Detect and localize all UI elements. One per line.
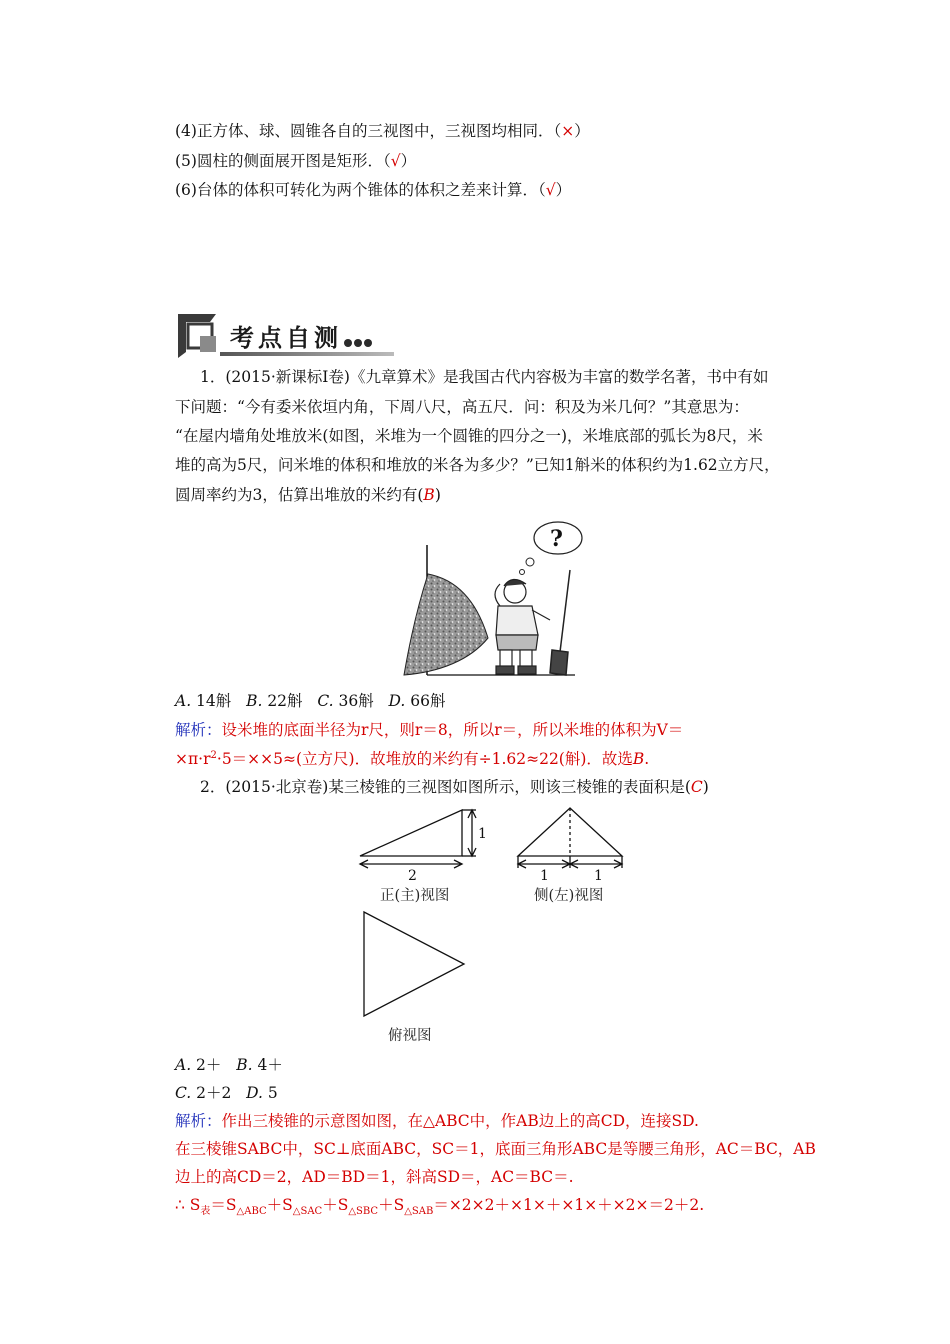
q1-last-line: 圆周率约为3，估算出堆放的米约有( <box>175 486 424 504</box>
q1-options <box>175 690 445 712</box>
final-plus: ＋S <box>378 1196 405 1214</box>
judgement-6 <box>175 179 571 201</box>
rice-pile-illustration <box>400 510 590 680</box>
q2-option-b-letter: B. <box>236 1056 253 1074</box>
q2-analysis-text: 作出三棱锥的示意图如图，在△ABC中，作AB边上的高CD，连接SD. <box>221 1112 699 1130</box>
side-right-label: 1 <box>594 868 603 884</box>
q2-option-d: 5 <box>262 1084 278 1102</box>
q1-line-5 <box>175 484 441 506</box>
q2-stem <box>200 776 709 798</box>
front-width-label: 2 <box>408 868 417 884</box>
judgement-close: ） <box>574 122 590 140</box>
svg-text:?: ? <box>550 526 563 552</box>
q2-analysis-1 <box>175 1110 699 1132</box>
q1-option-c: 36斛 <box>333 692 374 710</box>
side-view-label: 侧(左)视图 <box>534 888 604 904</box>
final-eq: ＝S <box>210 1196 237 1214</box>
final-sub-sbc: △SBC <box>348 1206 379 1218</box>
q1-option-b: 22斛 <box>262 692 303 710</box>
q1-line-4: 堆的高为5尺，问米堆的体积和堆放的米各为多少？”已知1斛米的体积约为1.62立方尺， <box>175 456 780 474</box>
q2-option-c-letter: C. <box>175 1084 192 1102</box>
q2-answer-close: ) <box>702 778 709 796</box>
side-left-label: 1 <box>540 868 549 884</box>
wrong-mark: × <box>561 122 575 140</box>
q2-analysis-3: 边上的高CD＝2，AD＝BD＝1，斜高SD＝，AC＝BC＝. <box>175 1168 574 1186</box>
judgement-close: ） <box>400 152 417 170</box>
top-view-label: 俯视图 <box>388 1028 432 1044</box>
q2-analysis-2: 在三棱锥SABC中，SC⊥底面ABC，SC＝1，底面三角形ABC是等腰三角形，AC＝BC，AB <box>175 1140 816 1158</box>
check-mark: √ <box>545 181 556 199</box>
front-view <box>360 810 476 868</box>
q1-line-3: “在屋内墙角处堆放米(如图，米堆为一个圆锥的四分之一)，米堆底部的弧长为8尺，米 <box>175 427 763 445</box>
q2-analysis-label: 解析： <box>175 1112 222 1130</box>
final-sub-abc: △ABC <box>236 1206 267 1218</box>
judgement-5 <box>175 150 416 172</box>
final-plus: ＋S <box>322 1196 349 1214</box>
q1-option-b-letter: B. <box>246 692 263 710</box>
front-height-label: 1 <box>478 826 487 842</box>
section-header <box>176 312 396 360</box>
q1-analysis-end: . <box>644 750 650 768</box>
thought-bubble-icon <box>520 522 583 575</box>
q1-line-1: 1．(2015·新课标Ⅰ卷)《九章算术》是我国古代内容极为丰富的数学名著，书中有如 <box>200 368 769 386</box>
shovel-icon <box>550 570 570 675</box>
final-plus: ＋S <box>266 1196 293 1214</box>
q2-analysis-final <box>175 1194 704 1216</box>
q1-analysis-text-2b: ·5＝××5≈(立方尺)．故堆放的米约有÷1.62≈22(斛)．故选 <box>216 750 633 768</box>
front-view-label: 正(主)视图 <box>380 888 450 904</box>
q2-option-a-letter: A. <box>175 1056 192 1074</box>
final-s: S <box>184 1196 201 1214</box>
q1-analysis-sup: 2 <box>210 749 217 761</box>
side-view <box>518 808 622 868</box>
q1-analysis-answer: B <box>632 750 645 768</box>
q2-answer: C <box>690 778 703 796</box>
man-figure <box>495 579 550 674</box>
q1-analysis-1 <box>175 719 683 741</box>
judgement-text: (6)台体的体积可转化为两个锥体的体积之差来计算．（ <box>175 181 546 199</box>
section-title: 考点自测 <box>230 324 342 352</box>
q1-option-a: 14斛 <box>191 692 232 710</box>
check-mark: √ <box>390 152 401 170</box>
judgement-4 <box>175 120 590 142</box>
three-view-figure <box>350 806 650 1046</box>
q2-option-b: 4＋ <box>252 1056 283 1074</box>
final-sub-surface: 表 <box>200 1206 211 1218</box>
q1-option-c-letter: C. <box>317 692 334 710</box>
top-view <box>364 912 464 1016</box>
q1-line-2: 下问题：“今有委米依垣内角，下周八尺，高五尺．问：积及为米几何？”其意思为： <box>175 398 749 416</box>
q2-stem-text: 2．(2015·北京卷)某三棱锥的三视图如图所示，则该三棱锥的表面积是( <box>200 778 691 796</box>
q1-answer-close: ) <box>434 486 441 504</box>
judgement-text: (5)圆柱的侧面展开图是矩形．（ <box>175 152 391 170</box>
final-sub-sac: △SAC <box>292 1206 323 1218</box>
q1-option-a-letter: A. <box>175 692 192 710</box>
q1-analysis-text: 设米堆的底面半径为r尺，则r＝8，所以r＝，所以米堆的体积为V＝ <box>221 721 684 739</box>
q2-options-row-2 <box>175 1082 278 1104</box>
q1-analysis-label: 解析： <box>175 721 222 739</box>
q1-analysis-text-2a: ×π·r <box>175 750 211 768</box>
q1-option-d-letter: D. <box>388 692 406 710</box>
q2-option-a: 2＋ <box>191 1056 222 1074</box>
judgement-close: ） <box>555 181 572 199</box>
judgement-text: (4)正方体、球、圆锥各自的三视图中，三视图均相同．（ <box>175 122 562 140</box>
q2-options-row-1 <box>175 1054 283 1076</box>
q2-option-d-letter: D. <box>246 1084 263 1102</box>
q2-option-c: 2＋2 <box>191 1084 232 1102</box>
q1-analysis-2 <box>175 748 649 770</box>
final-sub-sab: △SAB <box>404 1206 434 1218</box>
final-tail: ＝×2×2＋×1×＋×1×＋×2×＝2＋2. <box>433 1196 705 1214</box>
q1-option-d: 66斛 <box>405 692 446 710</box>
q1-answer: B <box>423 486 435 504</box>
rice-cone <box>404 574 488 675</box>
therefore-symbol: ∴ <box>175 1196 185 1214</box>
